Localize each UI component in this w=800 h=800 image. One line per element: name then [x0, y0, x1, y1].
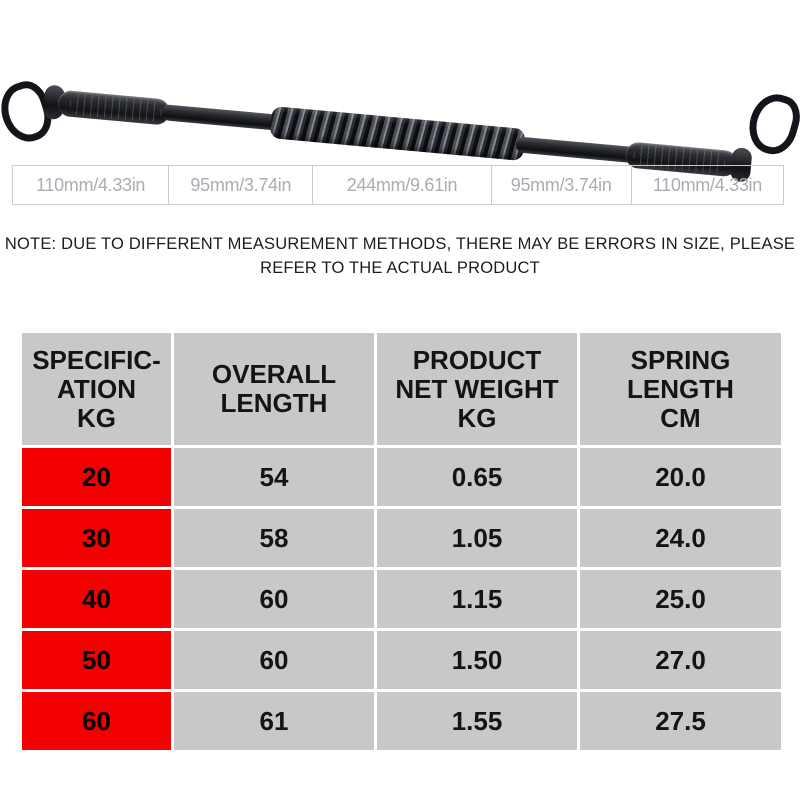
shaft-left	[161, 104, 282, 131]
cell-spec: 40	[21, 569, 173, 630]
cell-spec: 60	[21, 691, 173, 752]
specification-table	[19, 330, 784, 753]
measurement-segment-4	[491, 165, 631, 205]
cell-spring-length: 20.0	[579, 447, 783, 508]
cell-net-weight: 1.55	[376, 691, 579, 752]
measurement-ruler	[12, 165, 784, 205]
table-row	[21, 569, 783, 630]
cell-net-weight: 0.65	[376, 447, 579, 508]
measurement-segment-3	[312, 165, 490, 205]
measurement-label-5: 110mm/4.33in	[652, 174, 762, 195]
measurement-segment-5	[631, 165, 784, 205]
cell-net-weight: 1.15	[376, 569, 579, 630]
cell-overall-length: 61	[173, 691, 376, 752]
cell-net-weight: 1.50	[376, 630, 579, 691]
table-header	[21, 332, 783, 447]
column-header-spring-length: SPRING LENGTH CM	[579, 332, 783, 447]
cell-overall-length: 58	[173, 508, 376, 569]
measurement-label-4: 95mm/3.74in	[510, 174, 612, 195]
measurement-segment-2	[168, 165, 312, 205]
column-header-net-weight: PRODUCT NET WEIGHT KG	[376, 332, 579, 447]
size-disclaimer-note: NOTE: DUE TO DIFFERENT MEASUREMENT METHODS, THERE MAY BE ERRORS IN SIZE, PLEASE REFER TO THE ACTUAL PRODUCT	[4, 235, 796, 277]
table-row	[21, 630, 783, 691]
cell-overall-length: 60	[173, 630, 376, 691]
measurement-segment-1	[12, 165, 168, 205]
cell-overall-length: 54	[173, 447, 376, 508]
measurement-label-2: 95mm/3.74in	[190, 174, 292, 195]
column-header-specification: SPECIFIC- ATION KG	[21, 332, 173, 447]
column-header-overall-length: OVERALL LENGTH	[173, 332, 376, 447]
cell-spring-length: 27.0	[579, 630, 783, 691]
cell-spec: 50	[21, 630, 173, 691]
table-body	[21, 447, 783, 752]
measurement-label-1: 110mm/4.33in	[36, 174, 146, 195]
table-row	[21, 691, 783, 752]
specification-table-wrapper	[19, 330, 781, 753]
product-image	[0, 0, 800, 215]
cell-spring-length: 24.0	[579, 508, 783, 569]
table-row	[21, 508, 783, 569]
table-row	[21, 447, 783, 508]
cell-net-weight: 1.05	[376, 508, 579, 569]
table-header-row	[21, 332, 783, 447]
cell-overall-length: 60	[173, 569, 376, 630]
cell-spring-length: 25.0	[579, 569, 783, 630]
cell-spec: 20	[21, 447, 173, 508]
cell-spec: 30	[21, 508, 173, 569]
shaft-right	[515, 136, 636, 163]
power-twister-illustration	[0, 60, 800, 160]
cell-spring-length: 27.5	[579, 691, 783, 752]
spring-section	[270, 106, 526, 161]
measurement-label-3: 244mm/9.61in	[346, 174, 458, 195]
